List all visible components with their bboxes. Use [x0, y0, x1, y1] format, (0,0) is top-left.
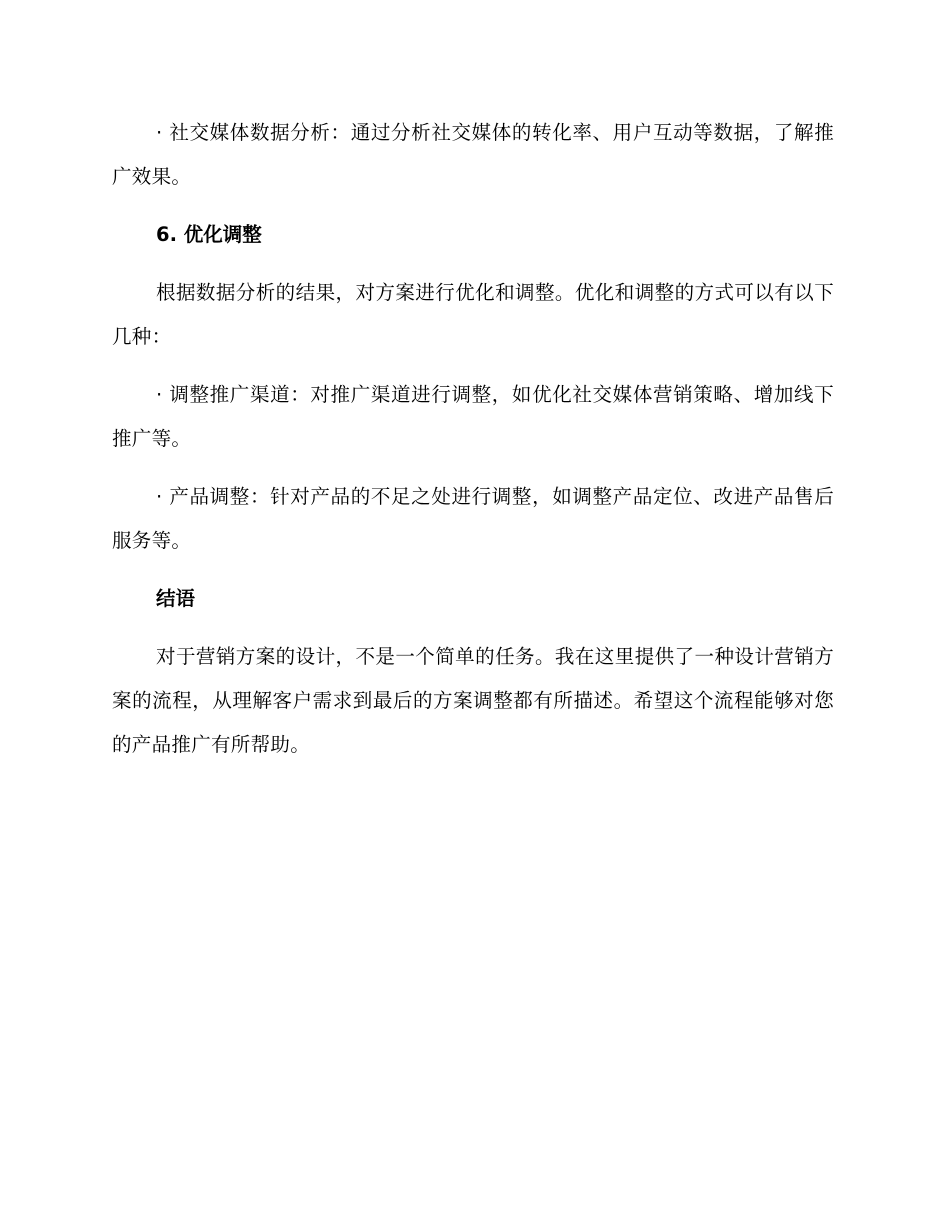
section-heading-conclusion: 结语: [156, 587, 196, 610]
bullet-product-adjustment: · 产品调整：针对产品的不足之处进行调整，如调整产品定位、改进产品售后服务等。: [112, 485, 834, 552]
section-heading-optimization: 6. 优化调整: [156, 223, 262, 246]
document-page: [112, 111, 834, 767]
paragraph-conclusion: 对于营销方案的设计，不是一个简单的任务。我在这里提供了一种设计营销方案的流程，从理解客户需求到最后的方案调整都有所描述。希望这个流程能够对您的产品推广有所帮助。: [112, 645, 834, 756]
bullet-adjust-channels: · 调整推广渠道：对推广渠道进行调整，如优化社交媒体营销策略、增加线下推广等。: [112, 383, 834, 450]
paragraph-optimization-intro: 根据数据分析的结果，对方案进行优化和调整。优化和调整的方式可以有以下几种：: [112, 281, 834, 348]
bullet-social-media-analysis: · 社交媒体数据分析：通过分析社交媒体的转化率、用户互动等数据，了解推广效果。: [112, 121, 834, 188]
